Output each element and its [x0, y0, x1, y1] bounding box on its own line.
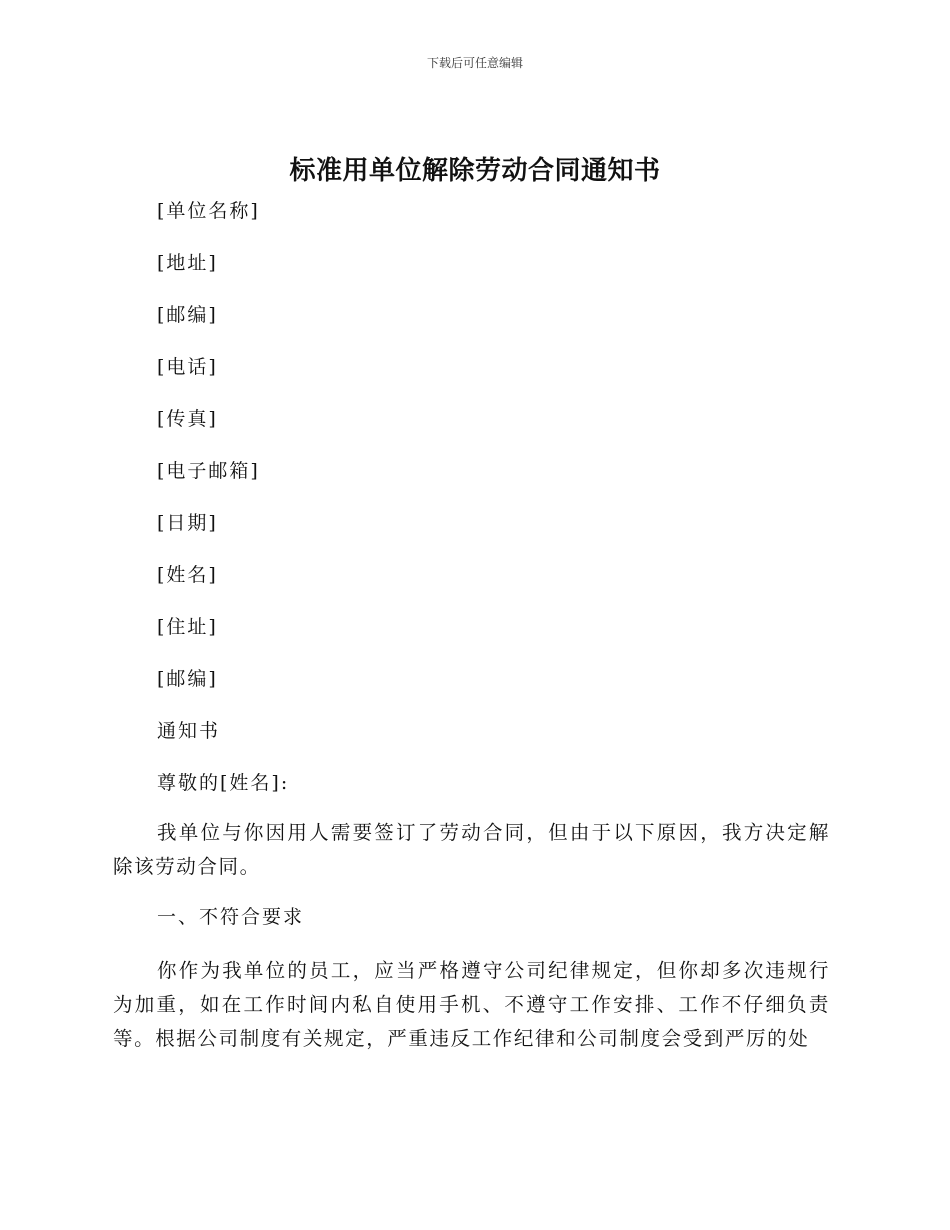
field-email: [电子邮箱]: [157, 460, 260, 482]
salutation: 尊敬的[姓名]:: [157, 772, 290, 794]
notice-body: [113, 816, 830, 1074]
address-block: [157, 196, 837, 820]
notice-label: 通知书: [157, 720, 221, 742]
field-recipient-name: [姓名]: [157, 564, 218, 586]
paragraph-violations: 你作为我单位的员工，应当严格遵守公司纪律规定，但你却多次违规行为加重，如在工作时间内私自使用手机、不遵守工作安排、工作不仔细负责等。根据公司制度有关规定，严重违反工作纪律和公司制度会受到严厉的处: [113, 959, 830, 1050]
paragraph-intro: 我单位与你因用人需要签订了劳动合同，但由于以下原因，我方决定解除该劳动合同。: [113, 821, 830, 878]
field-date: [日期]: [157, 512, 218, 534]
field-address: [地址]: [157, 252, 218, 274]
field-phone: [电话]: [157, 356, 218, 378]
header-note: 下载后可任意编辑: [426, 56, 523, 70]
field-postcode: [邮编]: [157, 304, 218, 326]
field-recipient-postcode: [邮编]: [157, 668, 218, 690]
document-title: 标准用单位解除劳动合同通知书: [289, 156, 661, 186]
field-fax: [传真]: [157, 408, 218, 430]
field-company-name: [单位名称]: [157, 200, 260, 222]
section-heading: 一、不符合要求: [157, 906, 305, 928]
field-recipient-address: [住址]: [157, 616, 218, 638]
